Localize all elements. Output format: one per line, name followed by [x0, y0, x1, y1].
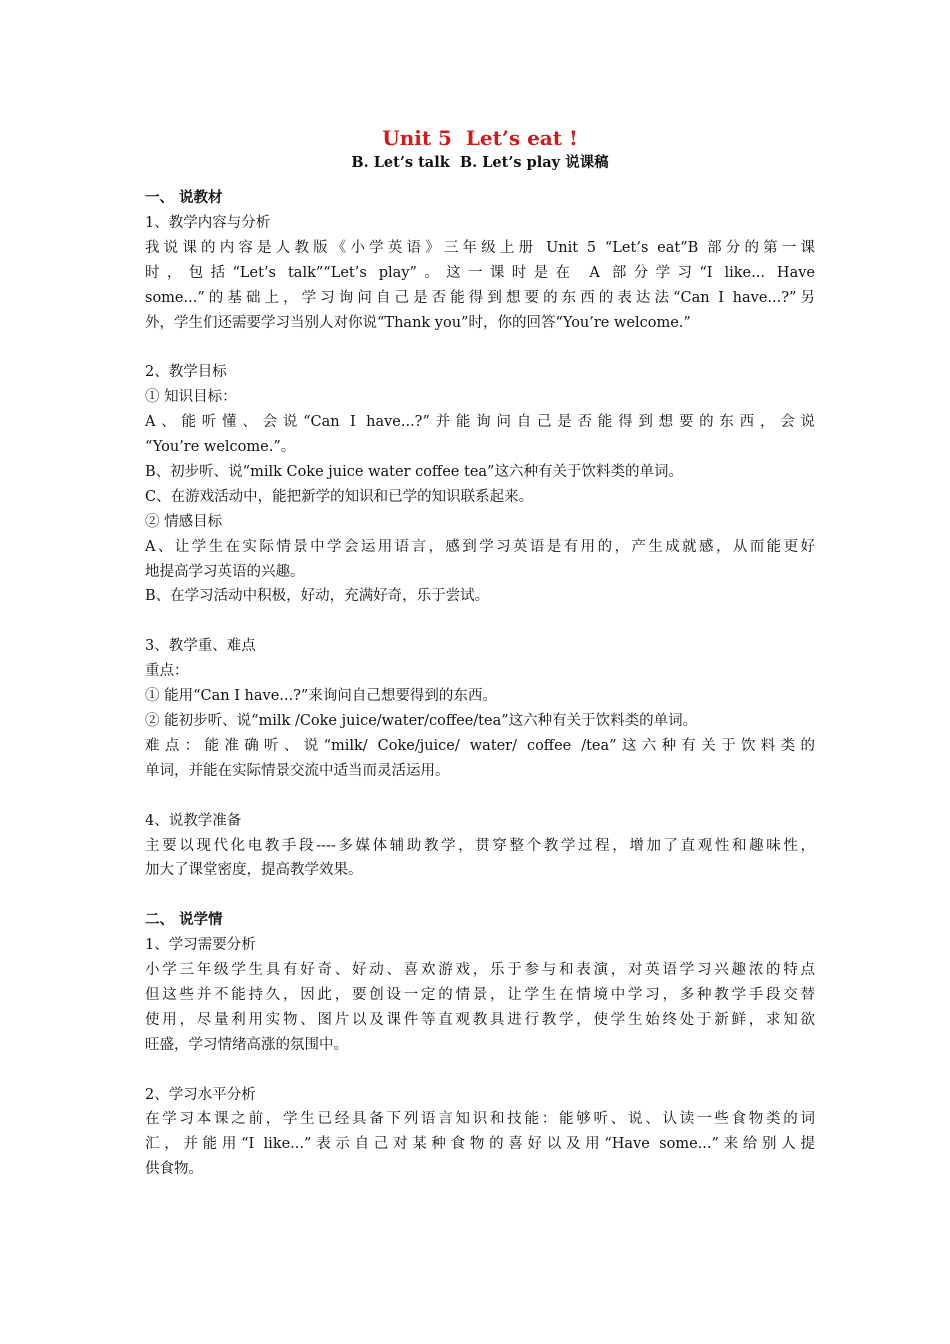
- paragraph-line: 在学习本课之前，学生已经具备下列语言知识和技能：能够听、说、认读一些食物类的词: [145, 1111, 815, 1128]
- paragraph-line: B、初步听、说“milk Coke juice water coffee tea”这六种有关于饮料类的单词。: [145, 463, 683, 480]
- blank-line: [145, 609, 815, 634]
- paragraph-line: C、在游戏活动中，能把新学的知识和已学的知识联系起来。: [145, 488, 534, 505]
- paragraph-line: 小学三年级学生具有好奇、好动、喜欢游戏，乐于参与和表演，对英语学习兴趣浓的特点: [145, 962, 815, 979]
- blank-line: [145, 1058, 815, 1083]
- paragraph-line: A、让学生在实际情景中学会运用语言，感到学习英语是有用的，产生成就感，从而能更好: [145, 538, 815, 555]
- blank-line: [145, 335, 815, 360]
- goal-emotion-label: ② 情感目标: [145, 513, 223, 530]
- paragraph-line: 外，学生们还需要学习当别人对你说“Thank you”时，你的回答“You’re welcome.”: [145, 314, 691, 331]
- sub-heading-preparation: 4、说教学准备: [145, 812, 242, 829]
- paragraph-line: 我说课的内容是人教版《小学英语》三年级上册 Unit 5 “Let’s eat”B 部分的第一课: [145, 239, 815, 256]
- goal-knowledge-label: ① 知识目标：: [145, 389, 237, 406]
- paragraph-line: 使用，尽量利用实物、图片以及课件等直观教具进行教学，使学生始终处于新鲜，求知欲: [145, 1011, 815, 1028]
- paragraph-line: 地提高学习英语的兴趣。: [145, 563, 305, 580]
- document-subtitle: B. Let’s talk B. Let’s play 说课稿: [351, 154, 609, 171]
- blank-line: [145, 883, 815, 908]
- document-page: [145, 124, 815, 1182]
- paragraph-line: 供食物。: [145, 1161, 203, 1178]
- paragraph-line: 难点：能准确听、说“milk/ Coke/juice/ water/ coffee /tea”这六种有关于饮料类的: [145, 737, 815, 754]
- paragraph-line: “You’re welcome.”。: [145, 439, 296, 456]
- paragraph-line: 单词，并能在实际情景交流中适当而灵活运用。: [145, 762, 450, 779]
- paragraph-line: A、能听懂、会说“Can I have...?”并能询问自己是否能得到想要的东西，会说: [145, 414, 815, 431]
- sub-heading-needs-analysis: 1、学习需要分析: [145, 937, 256, 954]
- sub-heading-level-analysis: 2、学习水平分析: [145, 1086, 256, 1103]
- sub-heading-teaching-goals: 2、教学目标: [145, 364, 227, 381]
- blank-line: [145, 784, 815, 809]
- paragraph-line: 时，包括“Let’s talk”“Let’s play”。这一课时是在 A 部分学习“I like... Have: [145, 264, 815, 281]
- key-points-label: 重点：: [145, 663, 189, 680]
- section-heading-textbook: 一、 说教材: [145, 189, 223, 206]
- paragraph-line: 汇，并能用“I like...”表示自己对某种食物的喜好以及用“Have some...”来给别人提: [145, 1136, 815, 1153]
- paragraph-line: B、在学习活动中积极，好动，充满好奇，乐于尝试。: [145, 588, 490, 605]
- paragraph-line: 加大了课堂密度，提高教学效果。: [145, 862, 363, 879]
- paragraph-line: ② 能初步听、说“milk /Coke juice/water/coffee/tea”这六种有关于饮料类的单词。: [145, 713, 698, 729]
- section-heading-students: 二、 说学情: [145, 911, 223, 929]
- paragraph-line: 旺盛，学习情绪高涨的氛围中。: [145, 1036, 348, 1053]
- document-title: Unit 5 Let’s eat !: [382, 126, 578, 150]
- paragraph-line: ① 能用“Can I have...?”来询问自己想要得到的东西。: [145, 688, 497, 705]
- paragraph-line: 主要以现代化电教手段----多媒体辅助教学，贯穿整个教学过程，增加了直观性和趣味性，: [145, 837, 815, 854]
- paragraph-line: 但这些并不能持久，因此，要创设一定的情景，让学生在情境中学习，多种教学手段交替: [145, 986, 815, 1003]
- sub-heading-content-analysis: 1、教学内容与分析: [145, 214, 271, 231]
- paragraph-line: some...”的基础上，学习询问自己是否能得到想要的东西的表达法“Can I have...?”另: [145, 289, 815, 306]
- sub-heading-key-points: 3、教学重、难点: [145, 638, 256, 655]
